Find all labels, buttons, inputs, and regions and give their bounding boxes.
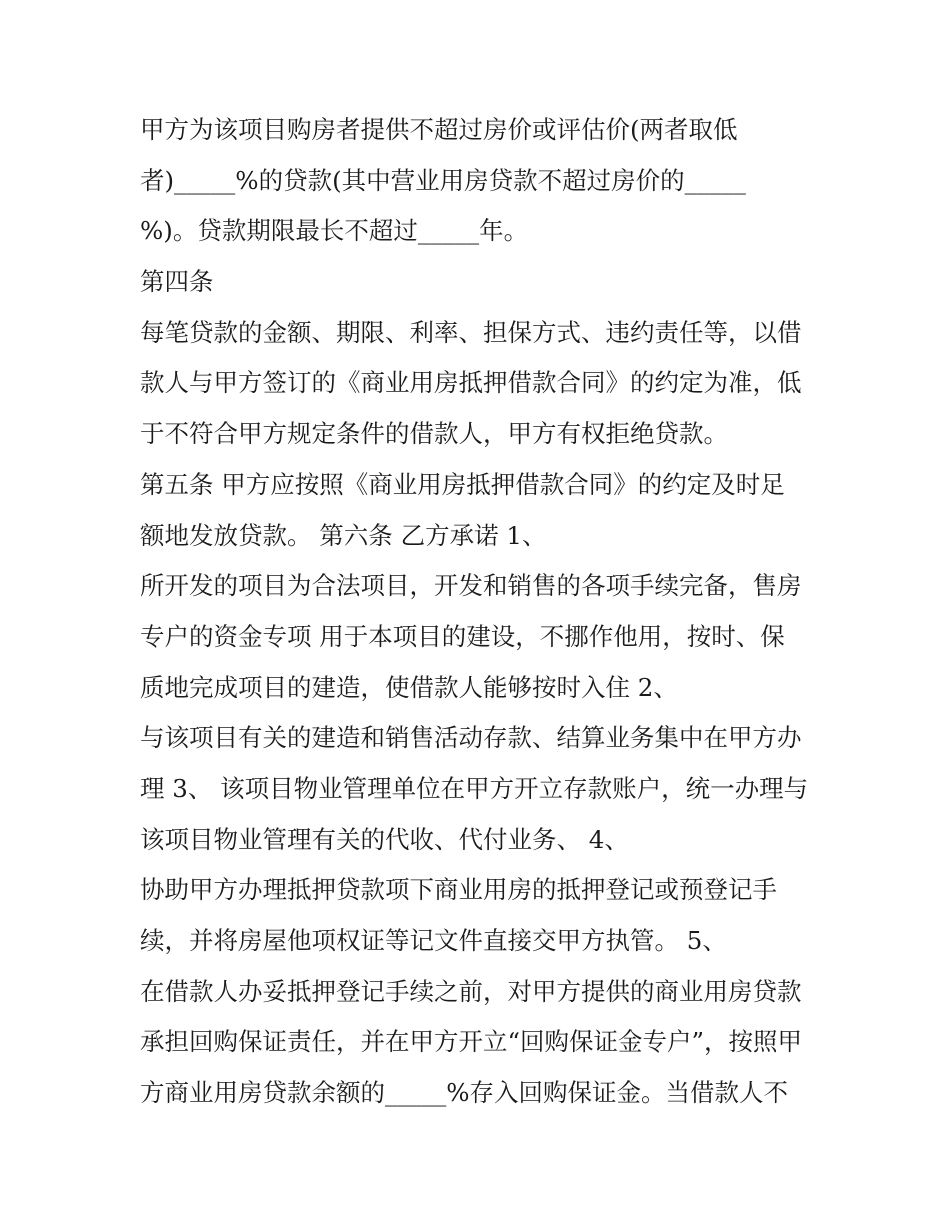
text-line: 在借款人办妥抵押登记手续之前，对甲方提供的商业用房贷款 xyxy=(140,976,802,1006)
text-line: 专户的资金专项 用于本项目的建设，不挪作他用，按时、保 xyxy=(140,621,785,651)
text-line: 额地发放贷款。 第六条 乙方承诺 1、 xyxy=(140,520,547,550)
text-line: 该项目物业管理有关的代收、代付业务、 4、 xyxy=(140,824,629,854)
article-heading: 第四条 xyxy=(140,267,214,297)
text-line: 款人与甲方签订的《商业用房抵押借款合同》的约定为准，低 xyxy=(140,368,802,398)
text-line: 方商业用房贷款余额的_____%存入回购保证金。当借款人不 xyxy=(140,1078,789,1108)
text-line: 所开发的项目为合法项目，开发和销售的各项手续完备，售房 xyxy=(140,571,802,601)
text-line: 与该项目有关的建造和销售活动存款、结算业务集中在甲方办 xyxy=(140,723,802,753)
text-line: 每笔贷款的金额、期限、利率、担保方式、违约责任等，以借 xyxy=(140,317,802,347)
text-line: 于不符合甲方规定条件的借款人，甲方有权拒绝贷款。 xyxy=(140,419,728,449)
text-line: 续，并将房屋他项权证等记文件直接交甲方执管。 5、 xyxy=(140,926,727,955)
text-line: 者)_____%的贷款(其中营业用房贷款不超过房价的_____ xyxy=(140,165,746,195)
text-line: 质地完成项目的建造，使借款人能够按时入住 2、 xyxy=(140,672,678,702)
document-page xyxy=(140,105,840,1119)
text-line: 协助甲方办理抵押贷款项下商业用房的抵押登记或预登记手 xyxy=(140,875,777,905)
text-line: %)。贷款期限最长不超过_____年。 xyxy=(140,216,529,246)
text-line: 甲方为该项目购房者提供不超过房价或评估价(两者取低 xyxy=(140,115,738,144)
text-line: 承担回购保证责任，并在甲方开立“回购保证金专户”，按照甲 xyxy=(140,1027,803,1057)
text-line: 理 3、 该项目物业管理单位在甲方开立存款账户，统一办理与 xyxy=(140,773,809,803)
text-line: 第五条 甲方应按照《商业用房抵押借款合同》的约定及时足 xyxy=(140,469,785,499)
